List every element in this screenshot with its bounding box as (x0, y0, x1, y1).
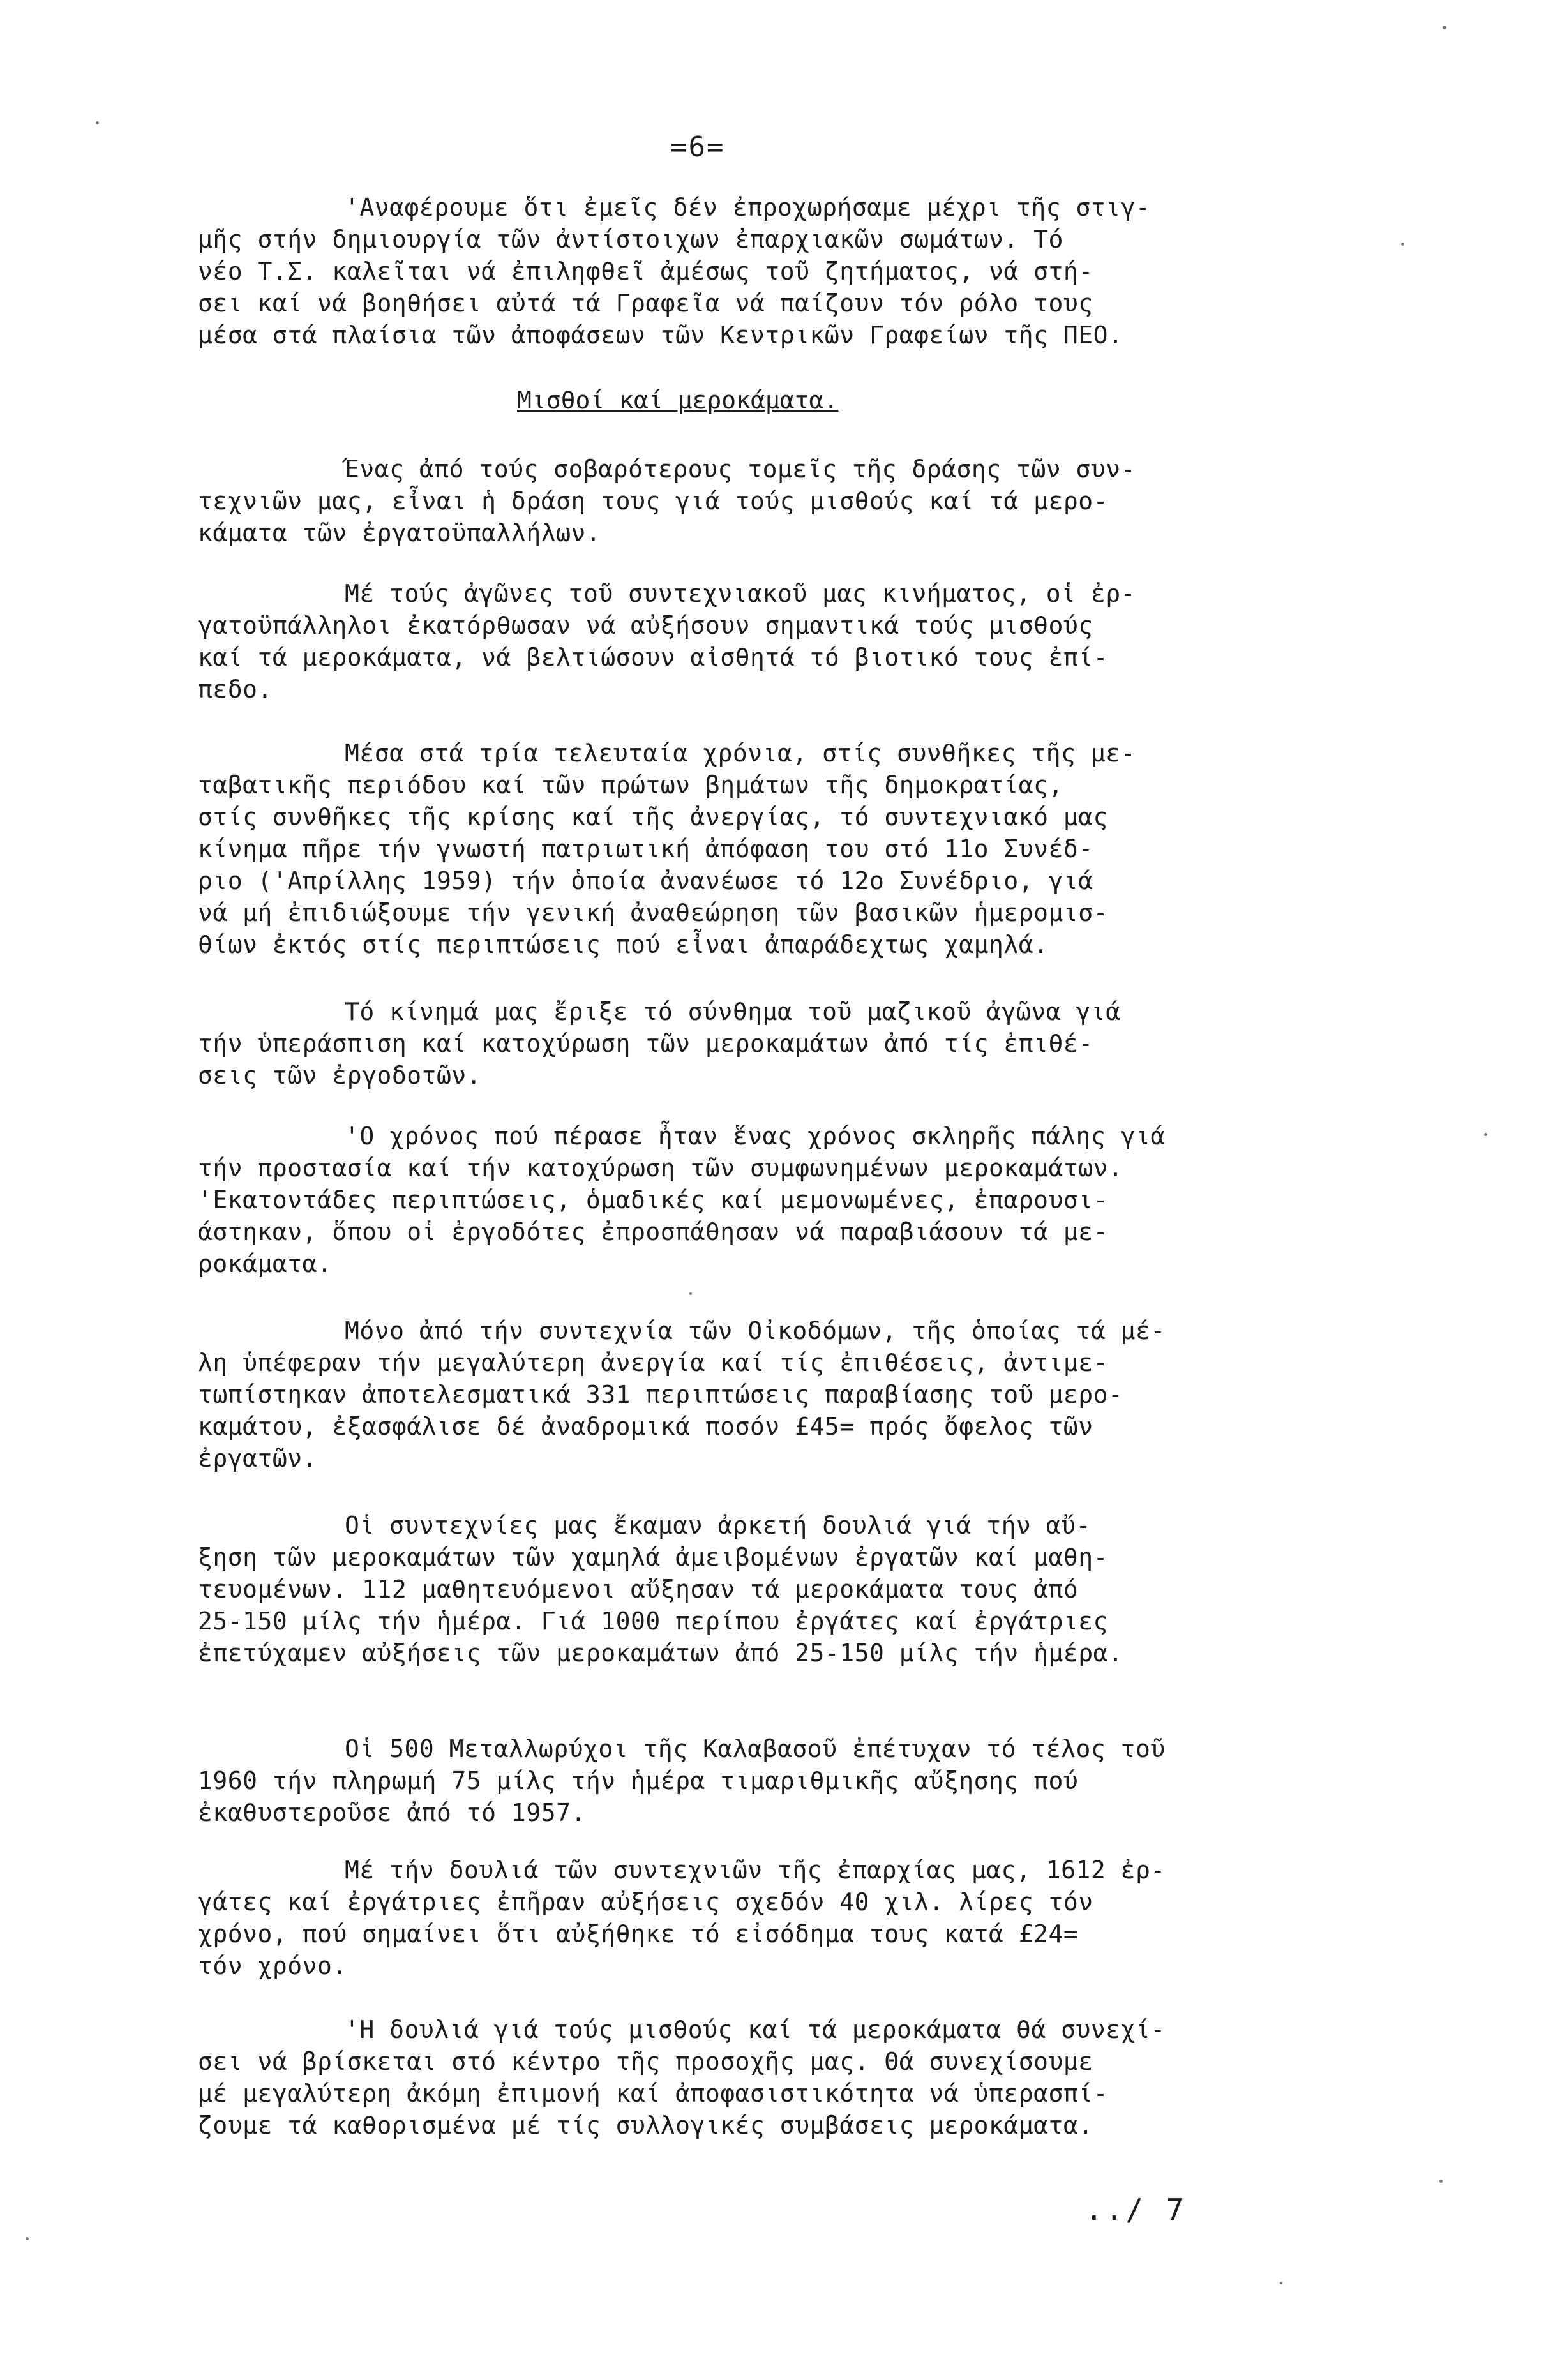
text-line: καί τά μεροκάματα, νά βελτιώσουν αἰσθητά τό βιοτικό τους ἐπί- (198, 643, 1109, 671)
text-line: ζουμε τά καθορισμένα μέ τίς συλλογικές συμβάσεις μεροκάματα. (198, 2111, 1093, 2139)
text-line: Ένας ἀπό τούς σοβαρότερους τομεῖς τῆς δράσης τῶν συν- (345, 455, 1136, 483)
text-line: 1960 τήν πληρωμή 75 μίλς τήν ἡμέρα τιμαριθμικῆς αὔξησης πού (198, 1767, 1079, 1795)
text-line: Οἱ συντεχνίες μας ἔκαμαν ἀρκετή δουλιά γιά τήν αὔ- (345, 1511, 1091, 1539)
scan-speck (1484, 1133, 1487, 1136)
paragraph-2 (198, 453, 1283, 549)
text-line: σεις τῶν ἐργοδοτῶν. (198, 1061, 482, 1089)
page-number: =6= (670, 131, 725, 163)
text-line: γατοϋπάλληλοι ἐκατόρθωσαν νά αὐξήσουν σημαντικά τούς μισθούς (198, 611, 1093, 640)
scan-speck (689, 1292, 692, 1295)
text-line: θίων ἐκτός στίς περιπτώσεις πού εἶναι ἀπαράδεχτως χαμηλά. (198, 931, 1049, 959)
text-line: τευομένων. 112 μαθητευόμενοι αὔξησαν τά μεροκάματα τους ἀπό (198, 1575, 1079, 1603)
text-line: τόν χρόνο. (198, 1952, 347, 1980)
text-line: λη ὑπέφεραν τήν μεγαλύτερη ἀνεργία καί τίς ἐπιθέσεις, ἀντιμε- (198, 1349, 1109, 1377)
section-heading: Μισθοί καί μεροκάματα. (517, 386, 839, 414)
text-line: χρόνο, πού σημαίνει ὅτι αὐξήθηκε τό εἰσόδημα τους κατά £24= (198, 1920, 1079, 1948)
paragraph-4 (198, 737, 1283, 961)
text-line: Τό κίνημά μας ἔριξε τό σύνθημα τοῦ μαζικοῦ ἀγῶνα γιά (345, 998, 1121, 1026)
text-line: τεχνιῶν μας, εἶναι ἡ δράση τους γιά τούς μισθούς καί τά μερο- (198, 487, 1109, 515)
paragraph-5 (198, 996, 1283, 1091)
text-line: Οἱ 500 Μεταλλωρύχοι τῆς Καλαβασοῦ ἐπέτυχαν τό τέλος τοῦ (345, 1735, 1166, 1763)
text-line: άστηκαν, ὅπου οἱ ἐργοδότες ἐπροσπάθησαν νά παραβιάσουν τά με- (198, 1218, 1109, 1246)
text-line: τήν προστασία καί τήν κατοχύρωση τῶν συμφωνημένων μεροκαμάτων. (198, 1154, 1123, 1182)
text-line: ροκάματα. (198, 1250, 333, 1278)
text-line: ξηση τῶν μεροκαμάτων τῶν χαμηλά ἀμειβομένων ἐργατῶν καί μαθη- (198, 1543, 1109, 1571)
text-line: μῆς στήν δημιουργία τῶν ἀντίστοιχων ἐπαρχιακῶν σωμάτων. Τό (198, 225, 1063, 253)
text-line: Μόνο ἀπό τήν συντεχνία τῶν Οἰκοδόμων, τῆς ὁποίας τά μέ- (345, 1317, 1166, 1345)
paragraph-6 (198, 1120, 1283, 1280)
paragraph-1 (198, 191, 1283, 351)
text-line: 25-150 μίλς τήν ἡμέρα. Γιά 1000 περίπου ἐργάτες καί ἐργάτριες (198, 1607, 1109, 1635)
text-line: ἐπετύχαμεν αὐξήσεις τῶν μεροκαμάτων ἀπό 25-150 μίλς τήν ἡμέρα. (198, 1639, 1123, 1667)
text-line: νέο Τ.Σ. καλεῖται νά ἐπιληφθεῖ ἀμέσως τοῦ ζητήματος, νά στή- (198, 257, 1093, 285)
text-line: στίς συνθῆκες τῆς κρίσης καί τῆς ἀνεργίας, τό συντεχνιακό μας (198, 803, 1109, 831)
scan-speck (26, 2237, 29, 2240)
paragraph-8 (198, 1509, 1283, 1669)
text-line: ἐργατῶν. (198, 1444, 318, 1472)
paragraph-9 (198, 1733, 1283, 1829)
text-line: σει νά βρίσκεται στό κέντρο τῆς προσοχῆς μας. Θά συνεχίσουμε (198, 2047, 1093, 2076)
text-line: σει καί νά βοηθήσει αὐτά τά Γραφεῖα νά παίζουν τόν ρόλο τους (198, 289, 1093, 317)
text-line: καμάτου, ἐξασφάλισε δέ ἀναδρομικά ποσόν £45= πρός ὄφελος τῶν (198, 1412, 1093, 1441)
scan-speck (96, 121, 99, 124)
paragraph-11 (198, 2014, 1283, 2141)
text-line: νά μή ἐπιδιώξουμε τήν γενική ἀναθεώρηση τῶν βασικῶν ἡμερομισ- (198, 899, 1109, 927)
text-line: Μέ τήν δουλιά τῶν συντεχνιῶν τῆς ἐπαρχίας μας, 1612 ἐρ- (345, 1856, 1166, 1884)
text-line: τωπίστηκαν ἀποτελεσματικά 331 περιπτώσεις παραβίασης τοῦ μερο- (198, 1381, 1123, 1409)
text-line: 'Ο χρόνος πού πέρασε ἦταν ἕνας χρόνος σκληρῆς πάλης γιά (345, 1122, 1166, 1150)
text-line: μέσα στά πλαίσια τῶν ἀποφάσεων τῶν Κεντρικῶν Γραφείων τῆς ΠΕΟ. (198, 321, 1123, 349)
paragraph-10 (198, 1854, 1283, 1982)
text-line: πεδο. (198, 675, 273, 703)
scan-speck (1280, 2282, 1282, 2284)
paragraph-3 (198, 578, 1283, 705)
scan-speck (1443, 26, 1446, 29)
text-line: ἐκαθυστεροῦσε ἀπό τό 1957. (198, 1799, 586, 1827)
continuation-marker: ../ 7 (1085, 2192, 1187, 2227)
text-line: Μέ τούς ἀγῶνες τοῦ συντεχνιακοῦ μας κινήματος, οἱ ἐρ- (345, 580, 1136, 608)
text-line: μέ μεγαλύτερη ἀκόμη ἐπιμονή καί ἀποφασιστικότητα νά ὑπερασπί- (198, 2079, 1109, 2107)
text-line: ταβατικῆς περιόδου καί τῶν πρώτων βημάτων τῆς δημοκρατίας, (198, 771, 1063, 799)
text-line: κίνημα πῆρε τήν γνωστή πατριωτική ἀπόφαση του στό 11ο Συνέδ- (198, 835, 1093, 863)
text-line: τήν ὑπεράσπιση καί κατοχύρωση τῶν μεροκαμάτων ἀπό τίς ἐπιθέ- (198, 1029, 1093, 1058)
text-line: ριο ('Απρίλλης 1959) τήν ὁποία ἀνανέωσε τό 12ο Συνέδριο, γιά (198, 867, 1093, 895)
text-line: 'Εκατοντάδες περιπτώσεις, ὁμαδικές καί μεμονωμένες, ἐπαρουσι- (198, 1186, 1109, 1214)
text-line: 'Η δουλιά γιά τούς μισθούς καί τά μεροκάματα θά συνεχί- (345, 2016, 1166, 2044)
paragraph-7 (198, 1315, 1283, 1474)
text-line: κάματα τῶν ἐργατοϋπαλλήλων. (198, 519, 601, 547)
text-line: γάτες καί ἐργάτριες ἐπῆραν αὐξήσεις σχεδόν 40 χιλ. λίρες τόν (198, 1888, 1093, 1916)
scan-speck (1401, 243, 1404, 246)
text-line: Μέσα στά τρία τελευταία χρόνια, στίς συνθῆκες τῆς με- (345, 739, 1136, 767)
text-line: 'Αναφέρουμε ὅτι ἐμεῖς δέν ἐπροχωρήσαμε μέχρι τῆς στιγ- (345, 193, 1151, 221)
scan-speck (1439, 2180, 1443, 2183)
